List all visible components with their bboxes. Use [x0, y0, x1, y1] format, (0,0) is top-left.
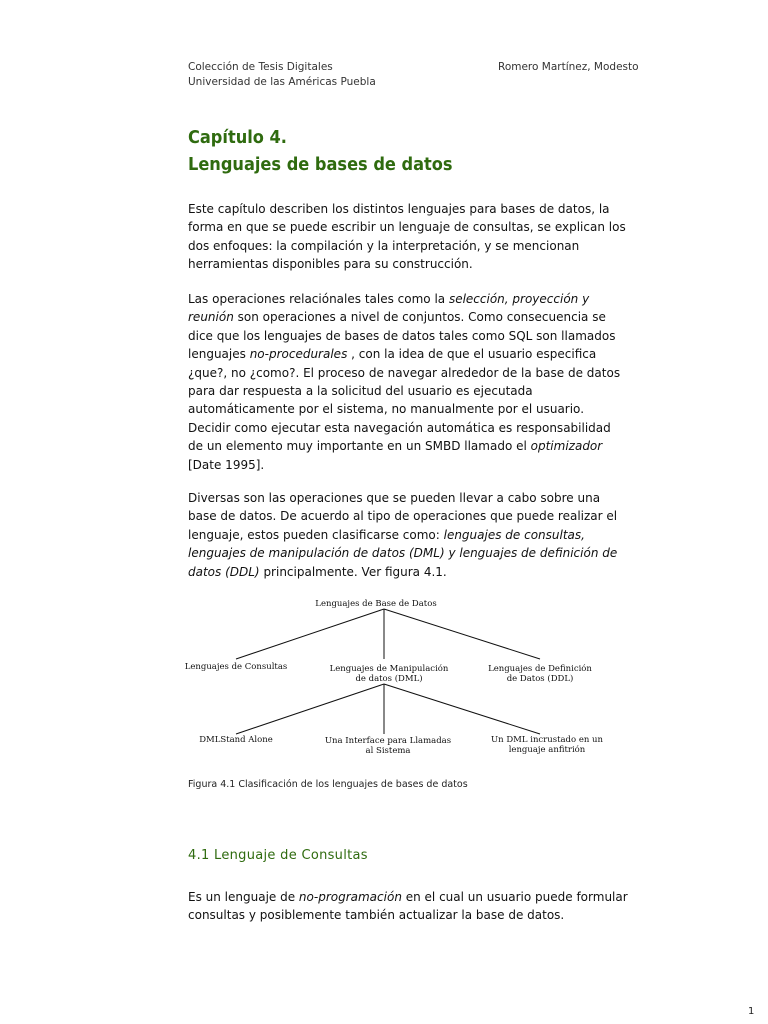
emphasis-operations: selección, proyección y reunión [188, 292, 590, 325]
emphasis-language-types: lenguajes de consultas, lenguajes de manipulación de datos (DML) y lenguajes de definición de datos (DDL) [188, 527, 618, 579]
collection-name: Colección de Tesis Digitales [188, 61, 333, 73]
text-run: Es un lenguaje de [188, 890, 299, 904]
paragraph-classification [188, 489, 628, 581]
node-dml-line2: de datos (DML) [355, 674, 423, 684]
edge-dml-embedded [384, 684, 540, 734]
chapter-label: Capítulo 4. [188, 127, 287, 148]
paragraph-relational-ops [188, 290, 628, 474]
node-interface-line2: al Sistema [365, 746, 411, 756]
text-run: Diversas son las operaciones que se pueden llevar a cabo sobre una base de datos. De acuerdo al tipo de operaciones que puede realizar el lenguaje, estos pueden clasificarse como: [188, 491, 618, 542]
node-ddl-line2: de Datos (DDL) [506, 674, 574, 684]
edge-root-consultas [236, 609, 384, 659]
edge-dml-standalone [236, 684, 384, 734]
node-dml-line1: Lenguajes de Manipulación [329, 664, 449, 674]
node-embedded-line1: Un DML incrustado en un [491, 735, 603, 745]
emphasis-no-procedurales: no-procedurales [249, 347, 348, 362]
university-name: Universidad de las Américas Puebla [188, 76, 376, 88]
node-consultas: Lenguajes de Consultas [184, 662, 288, 672]
emphasis-optimizador: optimizador [530, 439, 603, 454]
author-name: Romero Martínez, Modesto [498, 61, 639, 73]
text-run: principalmente. Ver figura 4.1. [259, 564, 447, 579]
classification-diagram [0, 590, 768, 770]
section-heading: 4.1 Lenguaje de Consultas [188, 848, 368, 863]
chapter-title: Lenguajes de bases de datos [188, 154, 453, 175]
text-run: [Date 1995]. [188, 457, 265, 472]
emphasis-no-programacion: no-programación [298, 890, 402, 904]
chapter-heading [188, 124, 453, 178]
node-ddl-line1: Lenguajes de Definición [488, 664, 592, 674]
text-run: , con la idea de que el usuario especifica ¿que?, no ¿como?. El proceso de navegar alrededor de la base de datos para dar respuesta a la solicitud del usuario es ejecutada automáticamente por el sistema, no manualmente por el usuario. Decidir como ejecutar esta navegación automática es responsabilidad de un elemento muy importante en un SMBD llamado el [188, 347, 621, 454]
node-root: Lenguajes de Base de Datos [315, 599, 437, 609]
node-embedded-line2: lenguaje anfitrión [508, 745, 586, 755]
paragraph-intro: Este capítulo describen los distintos lenguajes para bases de datos, la forma en que se puede escribir un lenguaje de consultas, se explican los dos enfoques: la compilación y la interpretación, y se mencionan herramientas disponibles para su construcción. [188, 202, 626, 272]
paragraph-query-language [188, 888, 628, 925]
page-number: 1 [748, 1006, 755, 1017]
node-standalone: DMLStand Alone [199, 735, 273, 745]
page-header-left [188, 60, 376, 90]
node-interface-line1: Una Interface para Llamadas [324, 736, 452, 746]
text-run: en el cual un usuario puede formular consultas y posiblemente también actualizar la base de datos. [188, 890, 628, 923]
figure-caption: Figura 4.1 Clasificación de los lenguajes de bases de datos [188, 779, 468, 790]
text-run: Las operaciones relaciónales tales como la [188, 292, 449, 306]
edge-root-ddl [384, 609, 540, 659]
text-run: son operaciones a nivel de conjuntos. Como consecuencia se dice que los lenguajes de bases de datos tales como SQL son llamados lenguajes [188, 310, 616, 362]
